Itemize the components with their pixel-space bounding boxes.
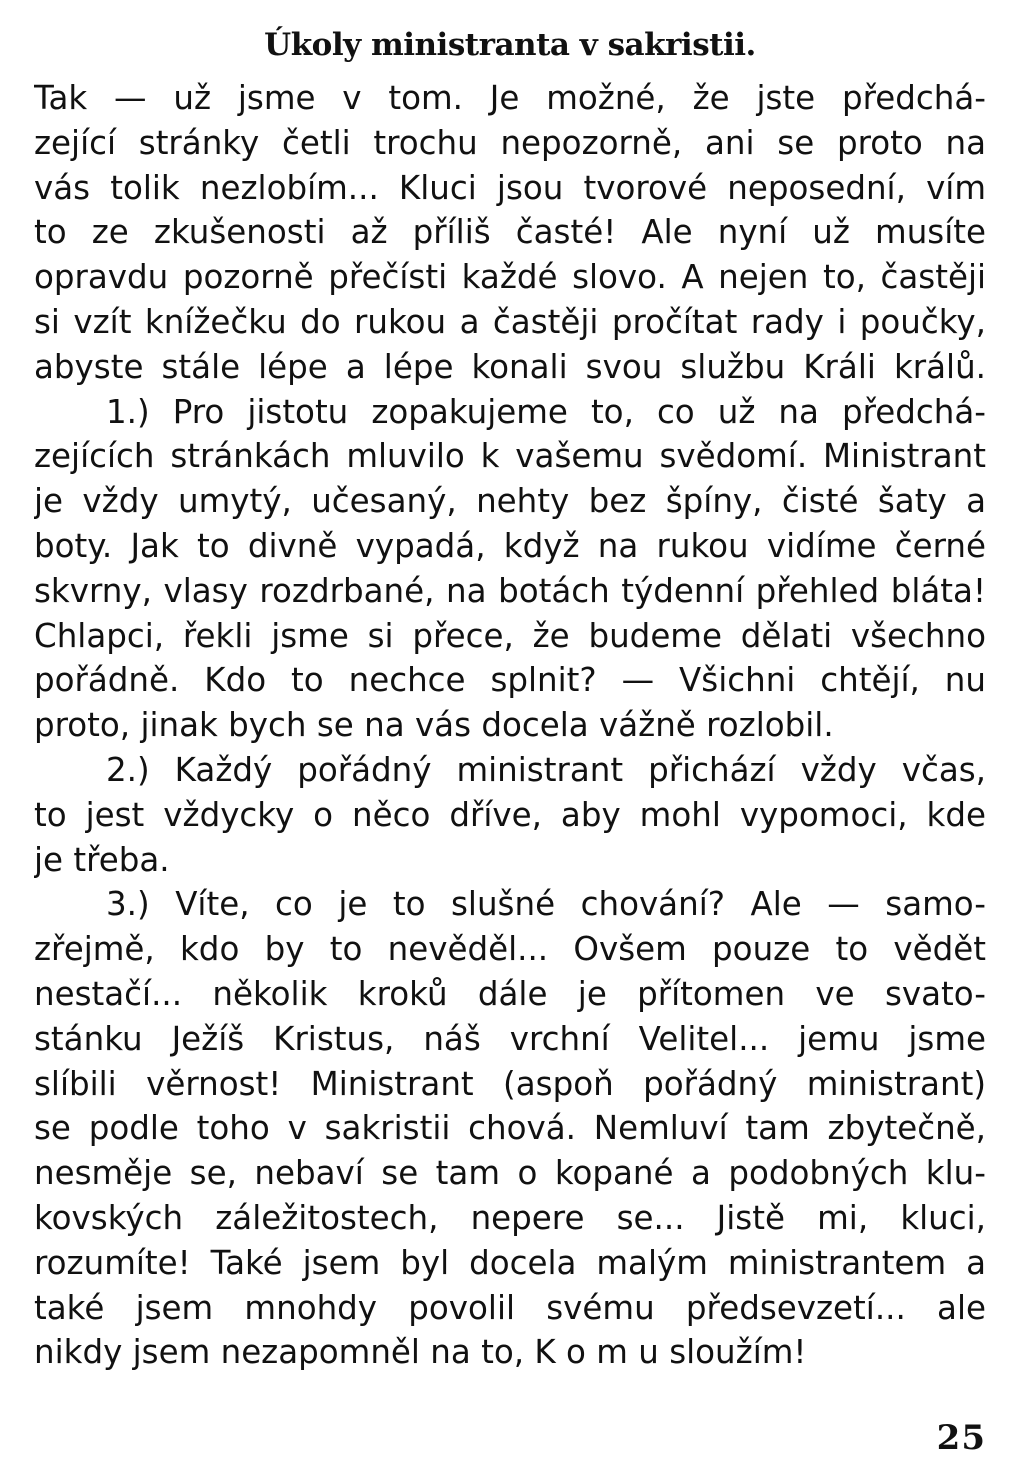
text-line: 3.) Víte, co je to slušné chování? Ale — samo- bbox=[106, 885, 986, 924]
text-line: to jest vždycky o něco dříve, aby mohl vypomoci, kde bbox=[34, 795, 986, 834]
text-line: také jsem mnohdy povolil svému předsevzetí... ale bbox=[34, 1288, 986, 1327]
text-line: vás tolik nezlobím... Kluci jsou tvorové neposední, vím bbox=[34, 168, 986, 207]
text-line: stánku Ježíš Kristus, náš vrchní Velitel... jemu jsme bbox=[34, 1019, 986, 1058]
text-line: zejících stránkách mluvilo k vašemu svědomí. Ministrant bbox=[34, 437, 986, 476]
text-line: opravdu pozorně přečísti každé slovo. A nejen to, častěji bbox=[34, 258, 986, 297]
text-line: nestačí... několik kroků dále je přítomen ve svato- bbox=[34, 974, 986, 1013]
text-line: si vzít knížečku do rukou a častěji pročítat rady i poučky, bbox=[34, 302, 986, 341]
text-line: abyste stále lépe a lépe konali svou službu Králi králů. bbox=[34, 347, 986, 386]
text-line: rozumíte! Také jsem byl docela malým ministrantem a bbox=[34, 1243, 986, 1282]
text-line: zející stránky četli trochu nepozorně, ani se proto na bbox=[34, 123, 986, 162]
text-line: Tak — už jsme v tom. Je možné, že jste předchá- bbox=[34, 79, 986, 117]
text-line: slíbili věrnost! Ministrant (aspoň pořádný ministrant) bbox=[34, 1064, 986, 1103]
text-line: skvrny, vlasy rozdrbané, na botách týdenní přehled bláta! bbox=[34, 571, 986, 610]
text-line: se podle toho v sakristii chová. Nemluví tam zbytečně, bbox=[34, 1109, 986, 1148]
text-line: nikdy jsem nezapomněl na to, K o m u sloužím! bbox=[34, 1333, 807, 1372]
body-text bbox=[34, 76, 986, 1375]
text-line: kovských záležitostech, nepere se... Jistě mi, kluci, bbox=[34, 1198, 986, 1237]
text-line: proto, jinak bych se na vás docela vážně rozlobil. bbox=[34, 706, 834, 745]
text-line: je vždy umytý, učesaný, nehty bez špíny, čisté šaty a bbox=[34, 482, 986, 521]
text-line: nesměje se, nebaví se tam o kopané a podobných klu- bbox=[34, 1154, 986, 1193]
text-line: zřejmě, kdo by to nevěděl... Ovšem pouze to vědět bbox=[34, 930, 986, 969]
page-number: 25 bbox=[936, 1418, 986, 1458]
book-page bbox=[34, 22, 986, 1462]
text-line: Chlapci, řekli jsme si přece, že budeme dělati všechno bbox=[34, 616, 986, 655]
text-line: je třeba. bbox=[34, 840, 170, 879]
page-title: Úkoly ministranta v sakristii. bbox=[264, 27, 756, 63]
text-line: 2.) Každý pořádný ministrant přichází vždy včas, bbox=[106, 750, 986, 789]
text-line: 1.) Pro jistotu zopakujeme to, co už na předchá- bbox=[106, 392, 986, 431]
text-line: to ze zkušenosti až příliš časté! Ale nyní už musíte bbox=[34, 213, 986, 252]
text-line: pořádně. Kdo to nechce splnit? — Všichni chtějí, nu bbox=[34, 661, 986, 700]
text-line: boty. Jak to divně vypadá, když na rukou vidíme černé bbox=[34, 526, 986, 565]
